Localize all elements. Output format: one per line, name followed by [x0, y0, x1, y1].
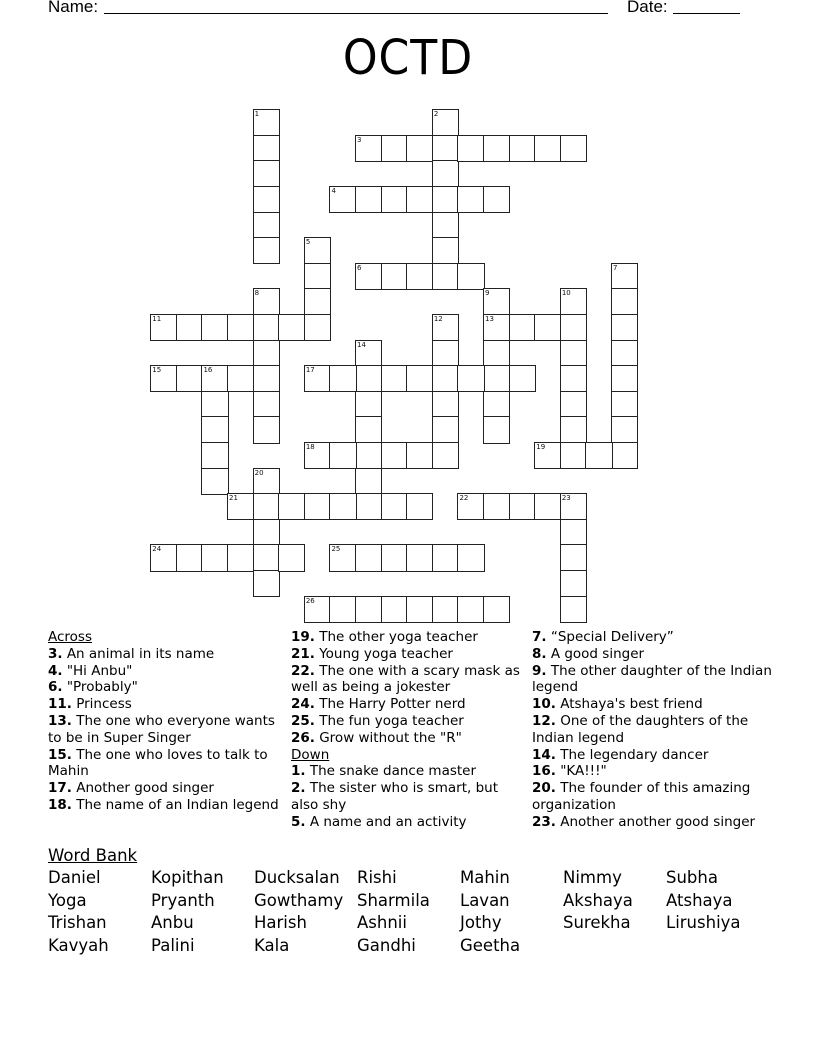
grid-cell[interactable] — [381, 263, 408, 290]
grid-cell[interactable] — [406, 493, 433, 520]
date-label: Date: — [627, 0, 668, 16]
grid-cell[interactable] — [483, 365, 510, 392]
word-bank-item: Atshaya — [666, 890, 733, 910]
grid-cell[interactable] — [304, 493, 331, 520]
down-clue — [532, 713, 772, 747]
clue-number: 8 — [254, 289, 260, 298]
clues-column-2 — [291, 629, 521, 831]
clue-number: 10. — [532, 696, 556, 713]
down-clue — [532, 814, 772, 831]
clue-number: 1 — [254, 110, 260, 119]
clue-number: 13. — [48, 712, 72, 729]
grid-cell[interactable] — [381, 365, 408, 392]
across-heading: Across — [48, 629, 93, 645]
grid-cell[interactable] — [611, 442, 638, 469]
clue-text: The legendary dancer — [555, 746, 709, 763]
clue-number: 17. — [48, 780, 72, 797]
grid-cell[interactable] — [253, 340, 280, 367]
clue-number: 22 — [459, 494, 469, 503]
grid-cell[interactable] — [355, 468, 382, 495]
word-bank-item: Sharmila — [357, 890, 430, 910]
grid-cell[interactable] — [304, 442, 331, 469]
grid-cell[interactable] — [534, 442, 561, 469]
grid-cell[interactable] — [201, 442, 228, 469]
grid-cell[interactable] — [457, 493, 484, 520]
clue-number: 16. — [532, 763, 556, 780]
clue-number: 16 — [203, 366, 213, 375]
grid-cell[interactable] — [457, 135, 484, 162]
word-bank-item: Harish — [254, 913, 307, 932]
grid-cell[interactable] — [457, 544, 484, 571]
clue-number: 26. — [291, 729, 315, 746]
grid-cell[interactable] — [432, 186, 459, 213]
grid-cell[interactable] — [432, 365, 459, 392]
clue-number: 20. — [532, 780, 556, 797]
clue-number: 9 — [485, 289, 490, 298]
across-clue — [48, 780, 283, 797]
across-clue — [291, 730, 521, 747]
grid-cell[interactable] — [355, 186, 382, 213]
grid-cell[interactable] — [176, 314, 203, 341]
grid-cell[interactable] — [611, 314, 638, 341]
grid-cell[interactable] — [560, 544, 587, 571]
clue-number: 23. — [532, 813, 556, 830]
clue-text: An animal in its name — [62, 645, 215, 662]
clue-number: 18. — [48, 796, 72, 813]
grid-cell[interactable] — [381, 186, 408, 213]
word-bank-item: Gowthamy — [254, 890, 344, 910]
grid-cell[interactable] — [432, 263, 459, 290]
grid-cell[interactable] — [176, 365, 203, 392]
word-bank-list — [48, 867, 769, 957]
grid-cell[interactable] — [534, 135, 561, 162]
grid-cell[interactable] — [432, 212, 459, 239]
clue-number: 11 — [152, 315, 162, 324]
clue-text: The one who everyone wants to be in Super Singer — [48, 712, 275, 746]
clue-text: A name and an activity — [305, 813, 467, 830]
word-bank-item: Trishan — [48, 913, 107, 932]
grid-cell[interactable] — [227, 544, 254, 571]
grid-cell[interactable] — [432, 596, 459, 623]
grid-cell[interactable] — [534, 493, 561, 520]
across-clue — [48, 663, 283, 680]
grid-cell[interactable] — [534, 314, 561, 341]
grid-cell[interactable] — [560, 365, 587, 392]
down-clue — [532, 763, 772, 780]
clue-number: 19 — [536, 443, 546, 452]
grid-cell[interactable] — [406, 135, 433, 162]
grid-cell[interactable] — [201, 468, 228, 495]
grid-cell[interactable] — [406, 442, 433, 469]
across-clue — [291, 696, 521, 713]
grid-cell[interactable] — [150, 365, 177, 392]
grid-cell[interactable] — [560, 288, 587, 315]
down-clue — [532, 780, 772, 814]
grid-cell[interactable] — [304, 365, 331, 392]
grid-cell[interactable] — [509, 493, 536, 520]
clue-text: The founder of this amazing organization — [532, 780, 751, 813]
grid-cell[interactable] — [355, 416, 382, 443]
clue-number: 9. — [532, 662, 547, 679]
word-bank-item: Ducksalan — [254, 868, 340, 887]
down-clue — [532, 696, 772, 713]
grid-cell[interactable] — [355, 544, 382, 571]
word-bank-item: Anbu — [151, 913, 194, 932]
grid-cell[interactable] — [253, 519, 280, 546]
grid-cell[interactable] — [253, 160, 280, 187]
grid-cell[interactable] — [201, 416, 228, 443]
grid-cell[interactable] — [329, 596, 356, 623]
across-clue — [48, 713, 283, 747]
date-field[interactable] — [673, 13, 740, 14]
clue-number: 11. — [48, 696, 72, 713]
clue-text: "KA!!!" — [555, 763, 607, 780]
worksheet-header — [48, 0, 748, 21]
word-bank-item: Palini — [151, 935, 195, 955]
grid-cell[interactable] — [227, 365, 254, 392]
grid-cell[interactable] — [611, 416, 638, 443]
grid-cell[interactable] — [560, 314, 587, 341]
clue-number: 2. — [291, 780, 306, 797]
grid-cell[interactable] — [381, 442, 408, 469]
word-bank-item: Rishi — [357, 868, 397, 887]
grid-cell[interactable] — [150, 314, 177, 341]
grid-cell[interactable] — [560, 596, 587, 623]
grid-cell[interactable] — [253, 212, 280, 239]
grid-cell[interactable] — [611, 340, 638, 367]
grid-cell[interactable] — [483, 314, 510, 341]
grid-cell[interactable] — [560, 519, 587, 546]
clue-number: 7. — [532, 629, 547, 645]
grid-cell[interactable] — [176, 544, 203, 571]
clue-number: 3. — [48, 645, 63, 662]
clue-text: The other yoga teacher — [314, 629, 478, 645]
grid-cell[interactable] — [560, 391, 587, 418]
grid-cell[interactable] — [253, 416, 280, 443]
across-clue — [48, 747, 283, 781]
grid-cell[interactable] — [304, 596, 331, 623]
grid-cell[interactable] — [483, 493, 510, 520]
grid-cell[interactable] — [355, 263, 382, 290]
clue-number: 24. — [291, 696, 315, 713]
grid-cell[interactable] — [611, 263, 638, 290]
grid-cell[interactable] — [201, 314, 228, 341]
grid-cell[interactable] — [432, 391, 459, 418]
clue-text: The one who loves to talk to Mahin — [48, 746, 268, 780]
word-bank-item: Ashnii — [357, 913, 407, 932]
clue-text: "Probably" — [62, 679, 138, 696]
grid-cell[interactable] — [329, 186, 356, 213]
page-title: OCTD — [342, 30, 474, 86]
down-heading: Down — [291, 746, 330, 763]
grid-cell[interactable] — [432, 109, 459, 136]
across-clue — [291, 713, 521, 730]
grid-cell[interactable] — [253, 135, 280, 162]
word-bank-item: Nimmy — [563, 868, 622, 887]
grid-cell[interactable] — [406, 596, 433, 623]
grid-cell[interactable] — [560, 493, 587, 520]
grid-cell[interactable] — [432, 416, 459, 443]
across-clue — [48, 797, 283, 814]
word-bank-item: Geetha — [460, 935, 521, 955]
grid-cell[interactable] — [278, 544, 305, 571]
grid-cell[interactable] — [253, 544, 280, 571]
clues-column-1 — [48, 629, 283, 814]
grid-cell[interactable] — [381, 544, 408, 571]
word-bank-item: Lirushiya — [666, 913, 741, 932]
grid-cell[interactable] — [355, 493, 382, 520]
word-bank-item: Jothy — [460, 913, 502, 932]
grid-cell[interactable] — [432, 237, 459, 264]
grid-cell[interactable] — [304, 314, 331, 341]
clue-text: Young yoga teacher — [314, 645, 453, 662]
grid-cell[interactable] — [560, 416, 587, 443]
word-bank-item: Akshaya — [563, 890, 633, 910]
across-clue — [48, 679, 283, 696]
clue-text: The Harry Potter nerd — [314, 696, 466, 713]
clue-text: One of the daughters of the Indian legend — [532, 712, 749, 746]
word-bank-item: Lavan — [460, 890, 510, 910]
grid-cell[interactable] — [253, 288, 280, 315]
word-bank-item: Kavyah — [48, 935, 109, 955]
grid-cell[interactable] — [432, 314, 459, 341]
grid-cell[interactable] — [150, 544, 177, 571]
clue-number: 6. — [48, 679, 63, 696]
grid-cell[interactable] — [457, 263, 484, 290]
clue-number: 21. — [291, 645, 315, 662]
grid-cell[interactable] — [381, 135, 408, 162]
name-label: Name: — [48, 0, 99, 16]
grid-cell[interactable] — [560, 570, 587, 597]
grid-cell[interactable] — [355, 365, 382, 392]
clue-text: The fun yoga teacher — [314, 712, 464, 729]
grid-cell[interactable] — [278, 493, 305, 520]
word-bank-item: Pryanth — [151, 890, 215, 910]
grid-cell[interactable] — [201, 544, 228, 571]
grid-cell[interactable] — [355, 596, 382, 623]
grid-cell[interactable] — [253, 186, 280, 213]
clue-number: 26 — [305, 596, 315, 605]
grid-cell[interactable] — [253, 109, 280, 136]
down-clue — [532, 629, 772, 646]
clue-text: Princess — [71, 696, 132, 713]
grid-cell[interactable] — [560, 340, 587, 367]
clue-number: 12 — [433, 315, 443, 324]
grid-cell[interactable] — [611, 288, 638, 315]
clue-number: 7 — [613, 263, 618, 272]
word-bank-item: Subha — [666, 868, 718, 887]
clue-number: 14. — [532, 746, 556, 763]
grid-cell[interactable] — [253, 314, 280, 341]
clue-number: 18 — [305, 443, 315, 452]
across-clue — [291, 646, 521, 663]
grid-cell[interactable] — [483, 135, 510, 162]
across-clue — [291, 663, 521, 697]
clue-number: 25 — [331, 545, 341, 554]
grid-cell[interactable] — [432, 135, 459, 162]
grid-cell[interactable] — [406, 186, 433, 213]
clue-number: 13 — [485, 315, 494, 324]
clue-number: 14 — [357, 340, 366, 349]
clue-text: “Special Delivery” — [546, 629, 674, 645]
grid-cell[interactable] — [278, 314, 305, 341]
grid-cell[interactable] — [304, 263, 331, 290]
grid-cell[interactable] — [483, 596, 510, 623]
grid-cell[interactable] — [253, 365, 280, 392]
clue-number: 2 — [433, 110, 439, 119]
grid-cell[interactable] — [329, 544, 356, 571]
grid-cell[interactable] — [432, 340, 459, 367]
clue-text: Another good singer — [71, 780, 214, 797]
clue-number: 10 — [561, 289, 571, 298]
grid-cell[interactable] — [509, 314, 536, 341]
across-clue — [48, 646, 283, 663]
grid-cell[interactable] — [432, 544, 459, 571]
clue-text: Atshaya's best friend — [555, 696, 703, 713]
grid-cell[interactable] — [201, 391, 228, 418]
down-clue — [532, 646, 772, 663]
word-bank-item: Kala — [254, 935, 290, 955]
grid-cell[interactable] — [355, 391, 382, 418]
clue-text: "Hi Anbu" — [62, 662, 133, 679]
grid-cell[interactable] — [585, 442, 612, 469]
down-clue — [532, 747, 772, 764]
grid-cell[interactable] — [611, 391, 638, 418]
clue-number: 15. — [48, 746, 72, 763]
clue-text: Another another good singer — [555, 813, 756, 830]
clue-number: 5 — [305, 238, 311, 247]
clues-column-3 — [532, 629, 772, 831]
clue-number: 15 — [152, 366, 162, 375]
grid-cell[interactable] — [483, 391, 510, 418]
grid-cell[interactable] — [483, 340, 510, 367]
word-bank-item: Kopithan — [151, 868, 224, 887]
grid-cell[interactable] — [253, 391, 280, 418]
grid-cell[interactable] — [381, 596, 408, 623]
clue-number: 23 — [561, 494, 571, 503]
clue-number: 4 — [331, 187, 336, 196]
across-clue — [48, 696, 283, 713]
grid-cell[interactable] — [304, 237, 331, 264]
grid-cell[interactable] — [560, 442, 587, 469]
grid-cell[interactable] — [509, 135, 536, 162]
clue-number: 8. — [532, 645, 547, 662]
grid-cell[interactable] — [253, 468, 280, 495]
clue-number: 4. — [48, 662, 63, 679]
clue-number: 22. — [291, 662, 315, 679]
clue-number: 3 — [357, 135, 362, 144]
grid-cell[interactable] — [432, 442, 459, 469]
clue-number: 6 — [357, 263, 362, 272]
down-clue — [291, 780, 521, 814]
grid-cell[interactable] — [381, 493, 408, 520]
grid-cell[interactable] — [483, 416, 510, 443]
grid-cell[interactable] — [457, 365, 484, 392]
name-field[interactable] — [104, 13, 608, 14]
clue-number: 17 — [305, 366, 315, 375]
grid-cell[interactable] — [406, 365, 433, 392]
clue-number: 5. — [291, 813, 306, 830]
grid-cell[interactable] — [227, 314, 254, 341]
word-bank-item: Mahin — [460, 868, 510, 887]
crossword-grid — [151, 110, 641, 622]
down-clue — [291, 814, 521, 831]
clue-number: 12. — [532, 712, 556, 729]
word-bank-title: Word Bank — [48, 846, 138, 865]
grid-cell[interactable] — [355, 442, 382, 469]
word-bank-item: Surekha — [563, 913, 631, 932]
clue-text: The other daughter of the Indian legend — [532, 662, 772, 696]
word-bank-item: Yoga — [48, 890, 87, 910]
clue-number: 1. — [291, 763, 306, 780]
grid-cell[interactable] — [329, 365, 356, 392]
grid-cell[interactable] — [432, 160, 459, 187]
grid-cell[interactable] — [509, 365, 536, 392]
grid-cell[interactable] — [355, 340, 382, 367]
grid-cell[interactable] — [457, 596, 484, 623]
clue-text: The one with a scary mask as well as being a jokester — [291, 662, 520, 696]
word-bank-item: Gandhi — [357, 935, 416, 955]
word-bank — [48, 846, 769, 957]
grid-cell[interactable] — [483, 186, 510, 213]
clue-text: Grow without the "R" — [314, 729, 462, 746]
clue-number: 19. — [291, 629, 315, 645]
clue-number: 25. — [291, 712, 315, 729]
grid-cell[interactable] — [227, 493, 254, 520]
clue-text: The sister who is smart, but also shy — [291, 780, 499, 813]
grid-cell[interactable] — [560, 135, 587, 162]
grid-cell[interactable] — [329, 493, 356, 520]
grid-cell[interactable] — [406, 263, 433, 290]
grid-cell[interactable] — [457, 186, 484, 213]
grid-cell[interactable] — [329, 442, 356, 469]
clue-number: 24 — [152, 545, 162, 554]
grid-cell[interactable] — [304, 288, 331, 315]
word-bank-item: Daniel — [48, 868, 101, 887]
grid-cell[interactable] — [355, 135, 382, 162]
grid-cell[interactable] — [406, 544, 433, 571]
clue-number: 20 — [254, 468, 264, 477]
across-clue — [291, 629, 521, 646]
grid-cell[interactable] — [253, 570, 280, 597]
grid-cell[interactable] — [253, 237, 280, 264]
clue-number: 21 — [229, 494, 238, 503]
grid-cell[interactable] — [611, 365, 638, 392]
grid-cell[interactable] — [253, 493, 280, 520]
grid-cell[interactable] — [201, 365, 228, 392]
clue-text: The name of an Indian legend — [71, 796, 279, 813]
clue-text: A good singer — [546, 645, 645, 662]
down-clue — [532, 663, 772, 697]
clue-text: The snake dance master — [305, 763, 477, 780]
grid-cell[interactable] — [483, 288, 510, 315]
down-clue — [291, 763, 521, 780]
